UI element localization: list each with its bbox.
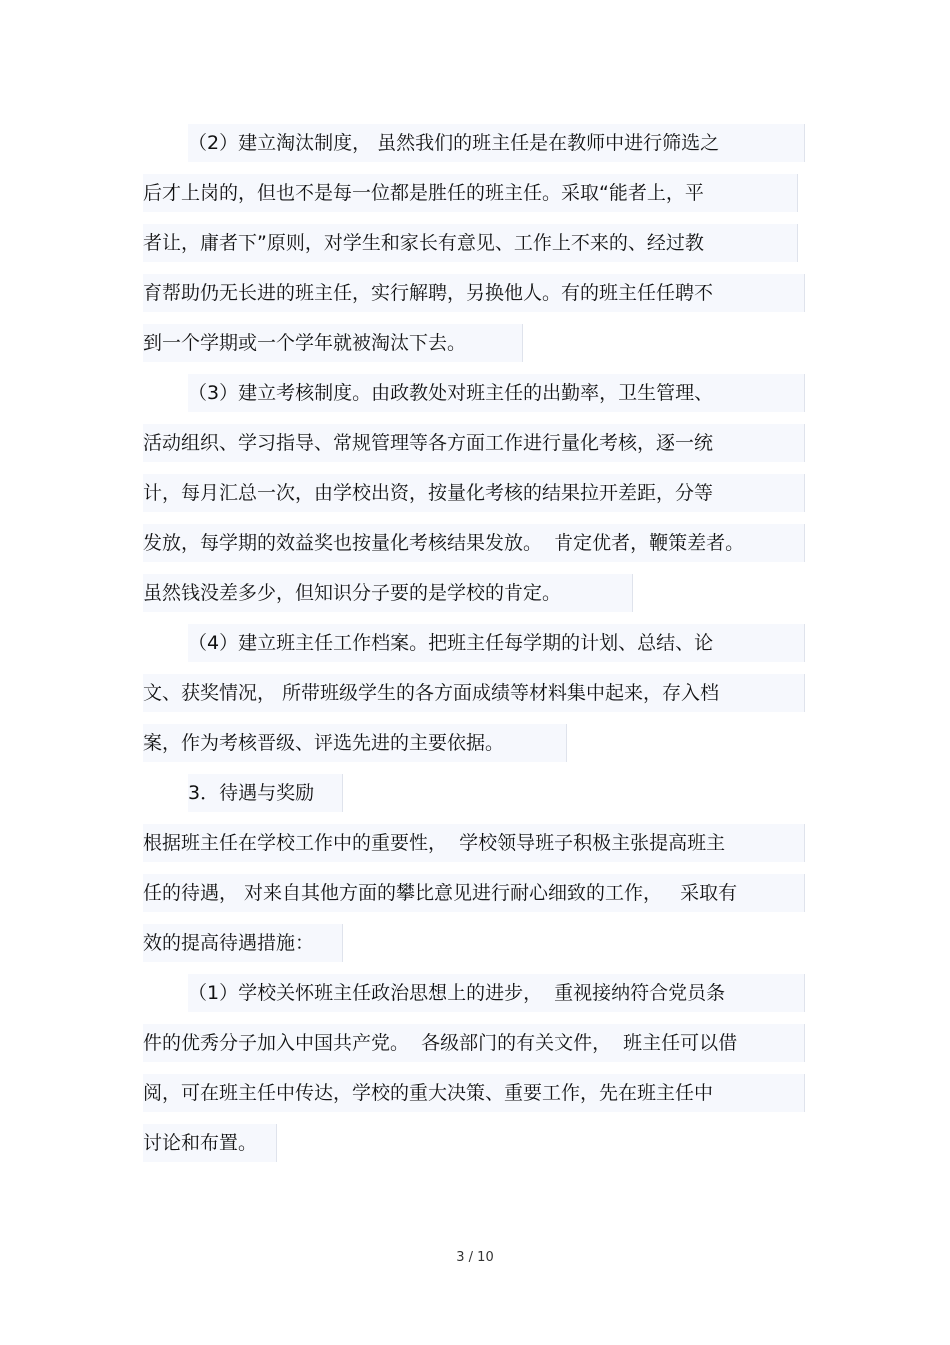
text-line: 阅，可在班主任中传达，学校的重大决策、重要工作，先在班主任中 — [143, 1074, 805, 1112]
text-line: 件的优秀分子加入中国共产党。 各级部门的有关文件， 班主任可以借 — [143, 1024, 805, 1062]
text-line: 活动组织、学习指导、常规管理等各方面工作进行量化考核，逐一统 — [143, 424, 805, 462]
text-line: 案，作为考核晋级、评选先进的主要依据。 — [143, 724, 567, 762]
text-line: 后才上岗的，但也不是每一位都是胜任的班主任。采取“能者上，平 — [143, 174, 798, 212]
text-line: 到一个学期或一个学年就被淘汰下去。 — [143, 324, 523, 362]
text-line: 任的待遇， 对来自其他方面的攀比意见进行耐心细致的工作， 采取有 — [143, 874, 805, 912]
text-line: 者让，庸者下”原则，对学生和家长有意见、工作上不来的、经过教 — [143, 224, 798, 262]
text-line: （4）建立班主任工作档案。把班主任每学期的计划、总结、论 — [188, 624, 805, 662]
page-number: 3 / 10 — [456, 1250, 494, 1265]
text-line: 发放，每学期的效益奖也按量化考核结果发放。 肯定优者，鞭策差者。 — [143, 524, 805, 562]
text-line: 育帮助仍无长进的班主任，实行解聘，另换他人。有的班主任任聘不 — [143, 274, 805, 312]
text-line: 虽然钱没差多少，但知识分子要的是学校的肯定。 — [143, 574, 633, 612]
text-line: （2）建立淘汰制度， 虽然我们的班主任是在教师中进行筛选之 — [188, 124, 805, 162]
text-line: 效的提高待遇措施： — [143, 924, 343, 962]
text-line: （3）建立考核制度。由政教处对班主任的出勤率，卫生管理、 — [188, 374, 805, 412]
text-line: 计，每月汇总一次，由学校出资，按量化考核的结果拉开差距，分等 — [143, 474, 805, 512]
section-heading: 3．待遇与奖励 — [188, 774, 343, 812]
text-line: 讨论和布置。 — [143, 1124, 277, 1162]
text-line: 文、获奖情况， 所带班级学生的各方面成绩等材料集中起来，存入档 — [143, 674, 805, 712]
text-line: 根据班主任在学校工作中的重要性， 学校领导班子积极主张提高班主 — [143, 824, 805, 862]
text-line: （1）学校关怀班主任政治思想上的进步， 重视接纳符合党员条 — [188, 974, 805, 1012]
